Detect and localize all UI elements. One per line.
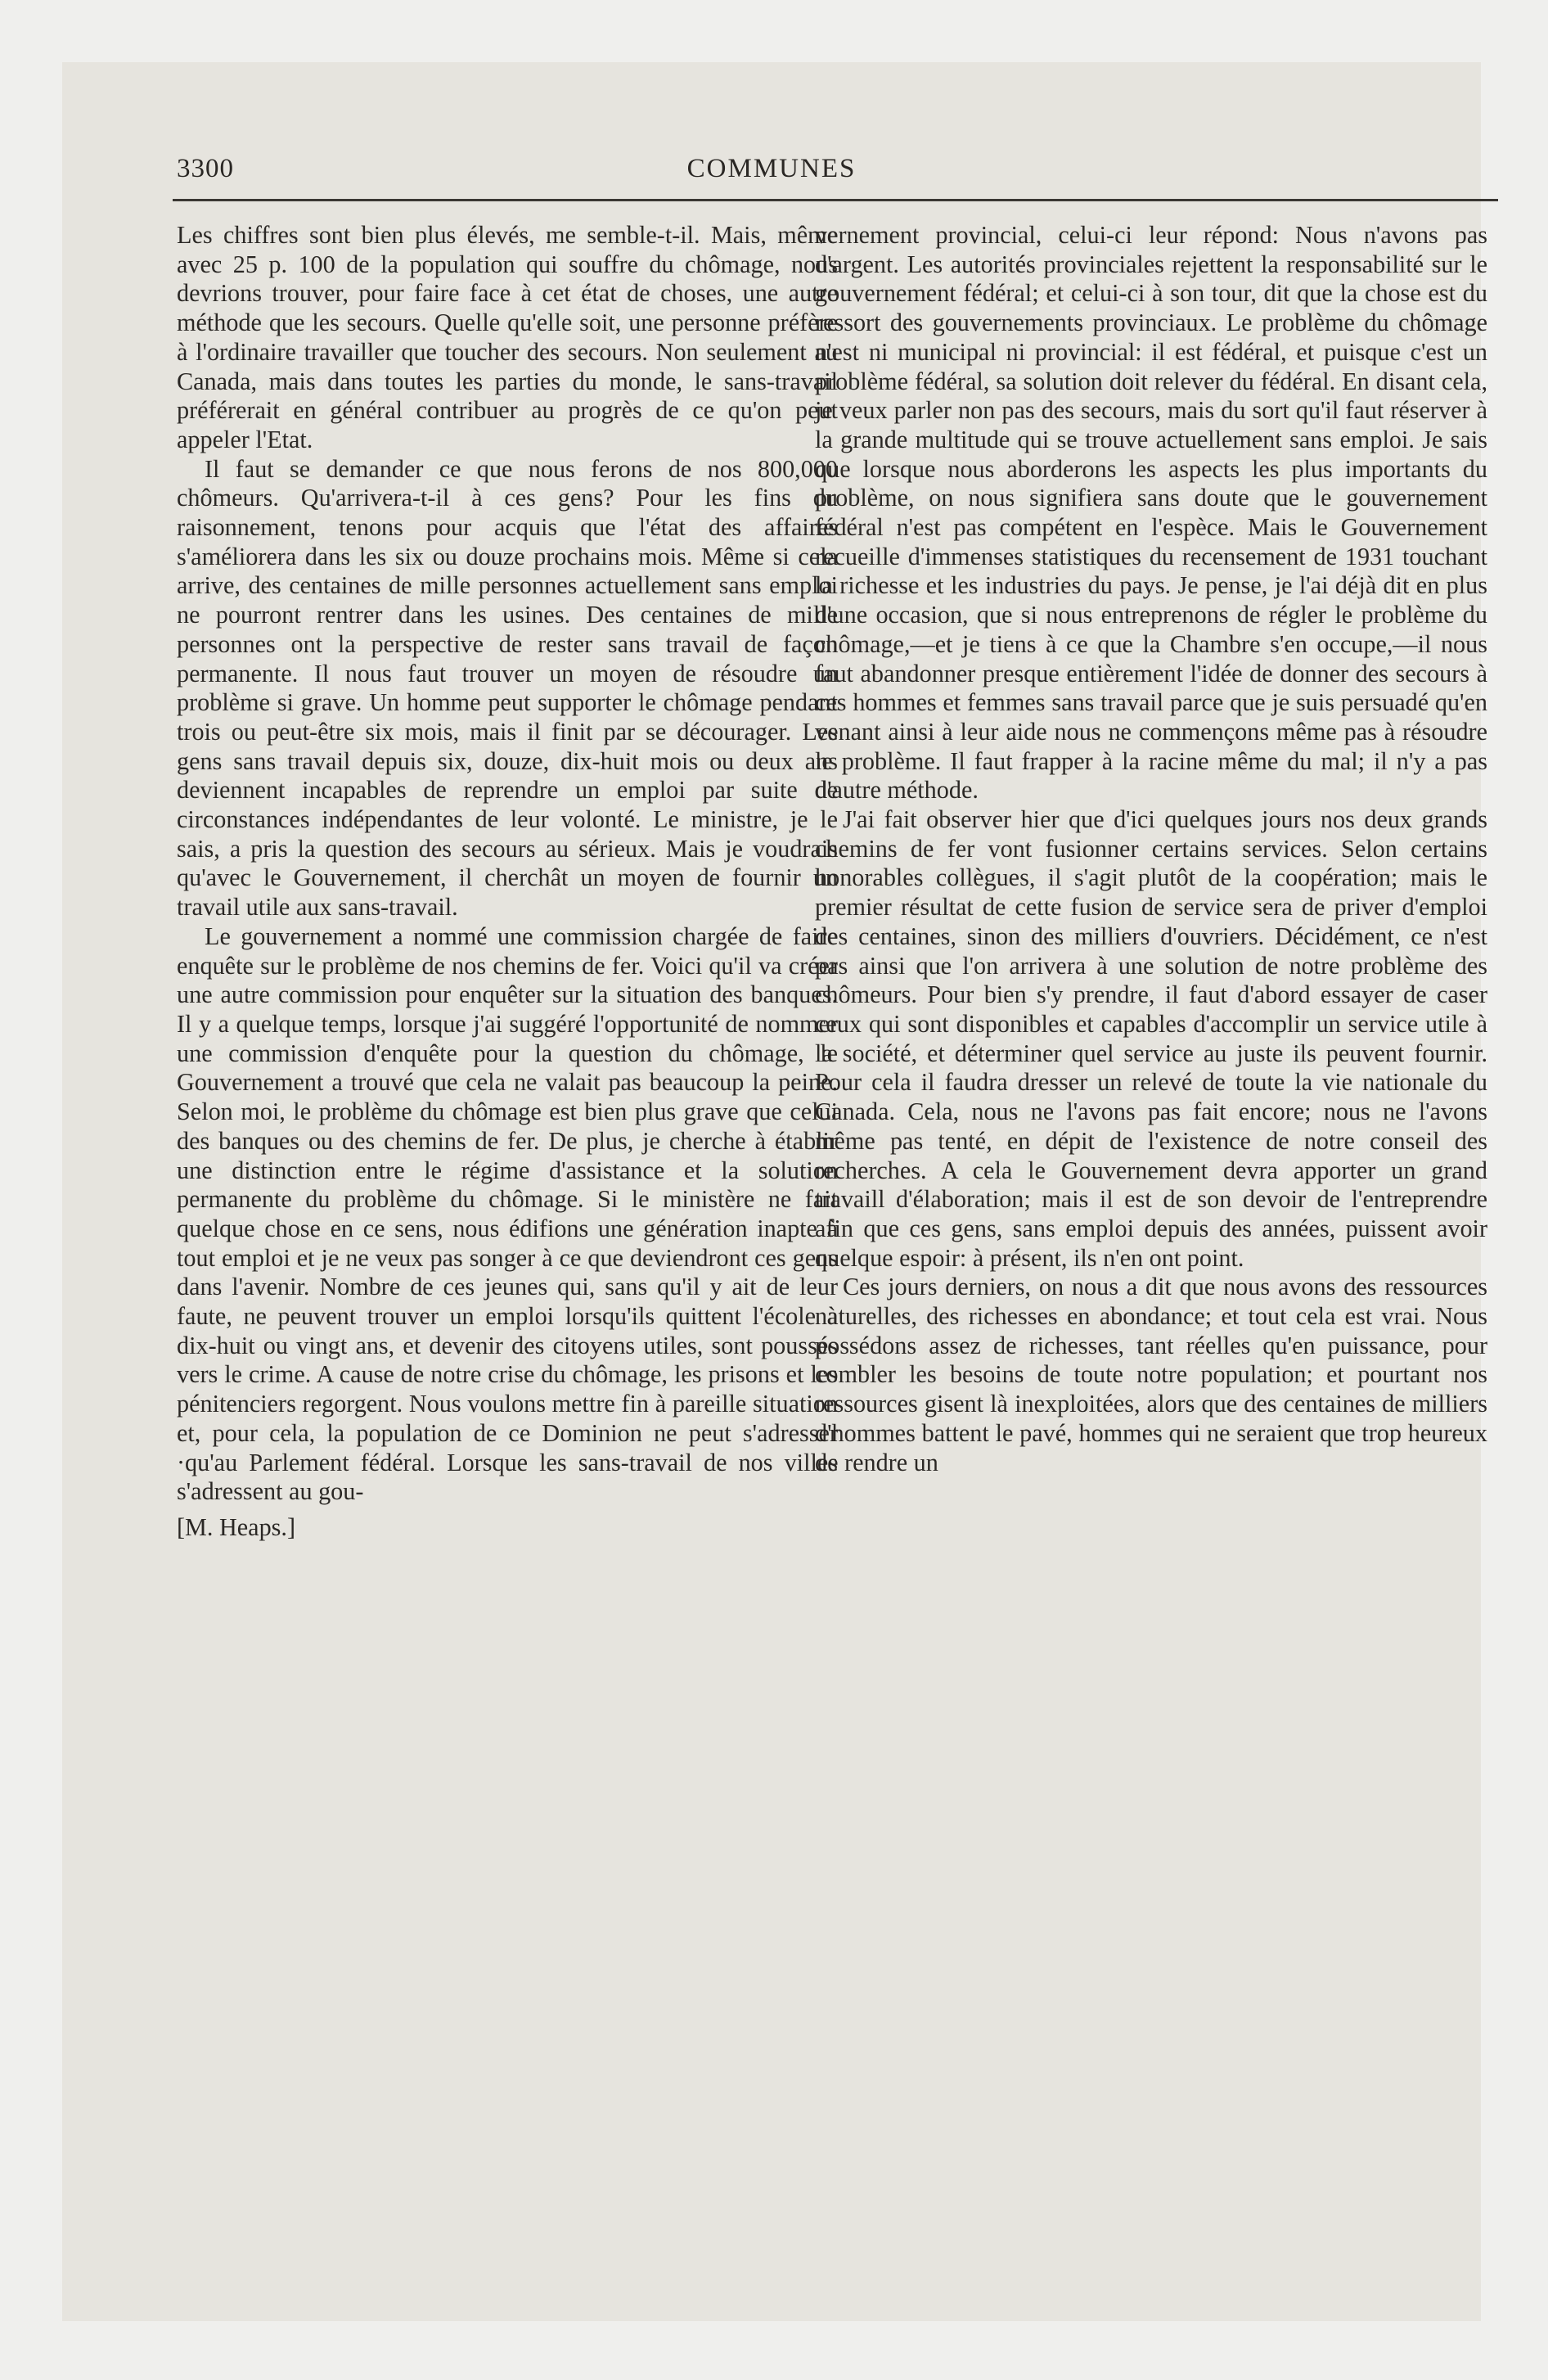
page-header — [62, 146, 1481, 192]
paragraph: Le gouvernement a nommé une commission chargée de faire enquête sur le problème de nos chemins de fer. Voici qu'il va créer une autre commission pour enquêter sur la situation des banques. Il y a quelque temps, lorsque j'ai suggéré l'opportunité de nommer une commission d'enquête pour la question du chômage, le Gouvernement a trouvé que cela ne valait pas beaucoup la peine. Selon moi, le problème du chômage est bien plus grave que celui des banques ou des chemins de fer. De plus, je cherche à établir une distinction entre le régime d'assistance et la solution permanente du problème du chômage. Si le ministère ne fait quelque chose en ce sens, nous édifions une génération inapte à tout emploi et je ne veux pas songer à ce que deviendront ces gens dans l'avenir. Nombre de ces jeunes qui, sans qu'il y ait de leur faute, ne peuvent trouver un emploi lorsqu'ils quittent l'école à dix-huit ou vingt ans, et devenir des citoyens utiles, sont poussés vers le crime. A cause de notre crise du chômage, les prisons et les pénitenciers regorgent. Nous voulons mettre fin à pareille situation et, pour cela, la population de ce Dominion ne peut s'adresser ·qu'au Parlement fédéral. Lorsque les sans-travail de nos villes s'adressent au gou- — [177, 922, 838, 1506]
right-column — [815, 221, 1487, 1477]
document-page — [62, 62, 1487, 2321]
running-title: COMMUNES — [686, 154, 857, 183]
speaker-attribution: [M. Heaps.] — [177, 1512, 296, 1541]
page-number: 3300 — [177, 154, 234, 183]
left-column — [177, 221, 838, 1543]
paragraph: Ces jours derniers, on nous a dit que nous avons des ressources naturelles, des richesses en abondance; et tout cela est vrai. Nous possédons assez de richesses, tant réelles qu'en puissance, pour combler les besoins de toute notre population; et pourtant nos ressources gisent là inexploitées, alors que des centaines de milliers d'hommes battent le pavé, hommes qui ne seraient que trop heureux de rendre un — [815, 1273, 1487, 1476]
paragraph: Il faut se demander ce que nous ferons de nos 800,000 chômeurs. Qu'arrivera-t-il à ces gens? Pour les fins du raisonnement, tenons pour acquis que l'état des affaires s'améliorera dans les six ou douze prochains mois. Même si cela arrive, des centaines de mille personnes actuellement sans emploi ne pourront rentrer dans les usines. Des centaines de mille personnes ont la perspective de rester sans travail de façon permanente. Il nous faut trouver un moyen de résoudre un problème si grave. Un homme peut supporter le chômage pendant trois ou peut-être six mois, mais il finit par se décourager. Les gens sans travail depuis six, douze, dix-huit mois ou deux ans deviennent incapables de reprendre un emploi par suite de circonstances indépendantes de leur volonté. Le ministre, je le sais, a pris la question des secours au sérieux. Mais je voudrais qu'avec le Gouvernement, il cherchât un moyen de fournir un travail utile aux sans-travail. — [177, 454, 838, 922]
paragraph: J'ai fait observer hier que d'ici quelques jours nos deux grands chemins de fer vont fusionner certains services. Selon certains honorables collègues, il s'agit plutôt de la coopération; mais le premier résultat de cette fusion de service sera de priver d'emploi des centaines, sinon des milliers d'ouvriers. Décidément, ce n'est pas ainsi que l'on arrivera à une solution de notre problème des chômeurs. Pour bien s'y prendre, il faut d'abord essayer de caser ceux qui sont disponibles et capables d'accomplir un service utile à la société, et déterminer quel service au juste ils peuvent fournir. Pour cela il faudra dresser un relevé de toute la vie nationale du Canada. Cela, nous ne l'avons pas fait encore; nous ne l'avons même pas tenté, en dépit de l'existence de notre conseil des recherches. A cela le Gouvernement devra apporter un grand travaill d'élaboration; mais il est de son devoir de l'entreprendre afin que ces gens, sans emploi depuis des années, puissent avoir quelque espoir: à présent, ils n'en ont point. — [815, 805, 1487, 1272]
paragraph: vernement provincial, celui-ci leur répond: Nous n'avons pas d'argent. Les autorités provinciales rejettent la responsabilité sur le gouvernement fédéral; et celui-ci à son tour, dit que la chose est du ressort des gouvernements provinciaux. Le problème du chômage n'est ni municipal ni provincial: il est fédéral, et puisque c'est un problème fédéral, sa solution doit relever du fédéral. En disant cela, je veux parler non pas des secours, mais du sort qu'il faut réserver à la grande multitude qui se trouve actuellement sans emploi. Je sais que lorsque nous aborderons les aspects les plus importants du problème, on nous signifiera sans doute que le gouvernement fédéral n'est pas compétent en l'espèce. Mais le Gouvernement recueille d'immenses statistiques du recensement de 1931 touchant la richesse et les industries du pays. Je pense, je l'ai déjà dit en plus d'une occasion, que si nous entreprenons de régler le problème du chômage,—et je tiens à ce que la Chambre s'en occupe,—il nous faut abandonner presque entièrement l'idée de donner des secours à ces hommes et femmes sans travail parce que je suis persuadé qu'en venant ainsi à leur aide nous ne commençons même pas à résoudre le problème. Il faut frapper à la racine même du mal; il n'y a pas d'autre méthode. — [815, 221, 1487, 805]
paragraph: Les chiffres sont bien plus élevés, me semble-t-il. Mais, même avec 25 p. 100 de la population qui souffre du chômage, nous devrions trouver, pour faire face à cet état de choses, une autre méthode que les secours. Quelle qu'elle soit, une personne préfère à l'ordinaire travailler que toucher des secours. Non seulement au Canada, mais dans toutes les parties du monde, le sans-travail préférerait en général contribuer au progrès de ce qu'on peut appeler l'Etat. — [177, 221, 838, 453]
header-rule — [173, 199, 1498, 201]
